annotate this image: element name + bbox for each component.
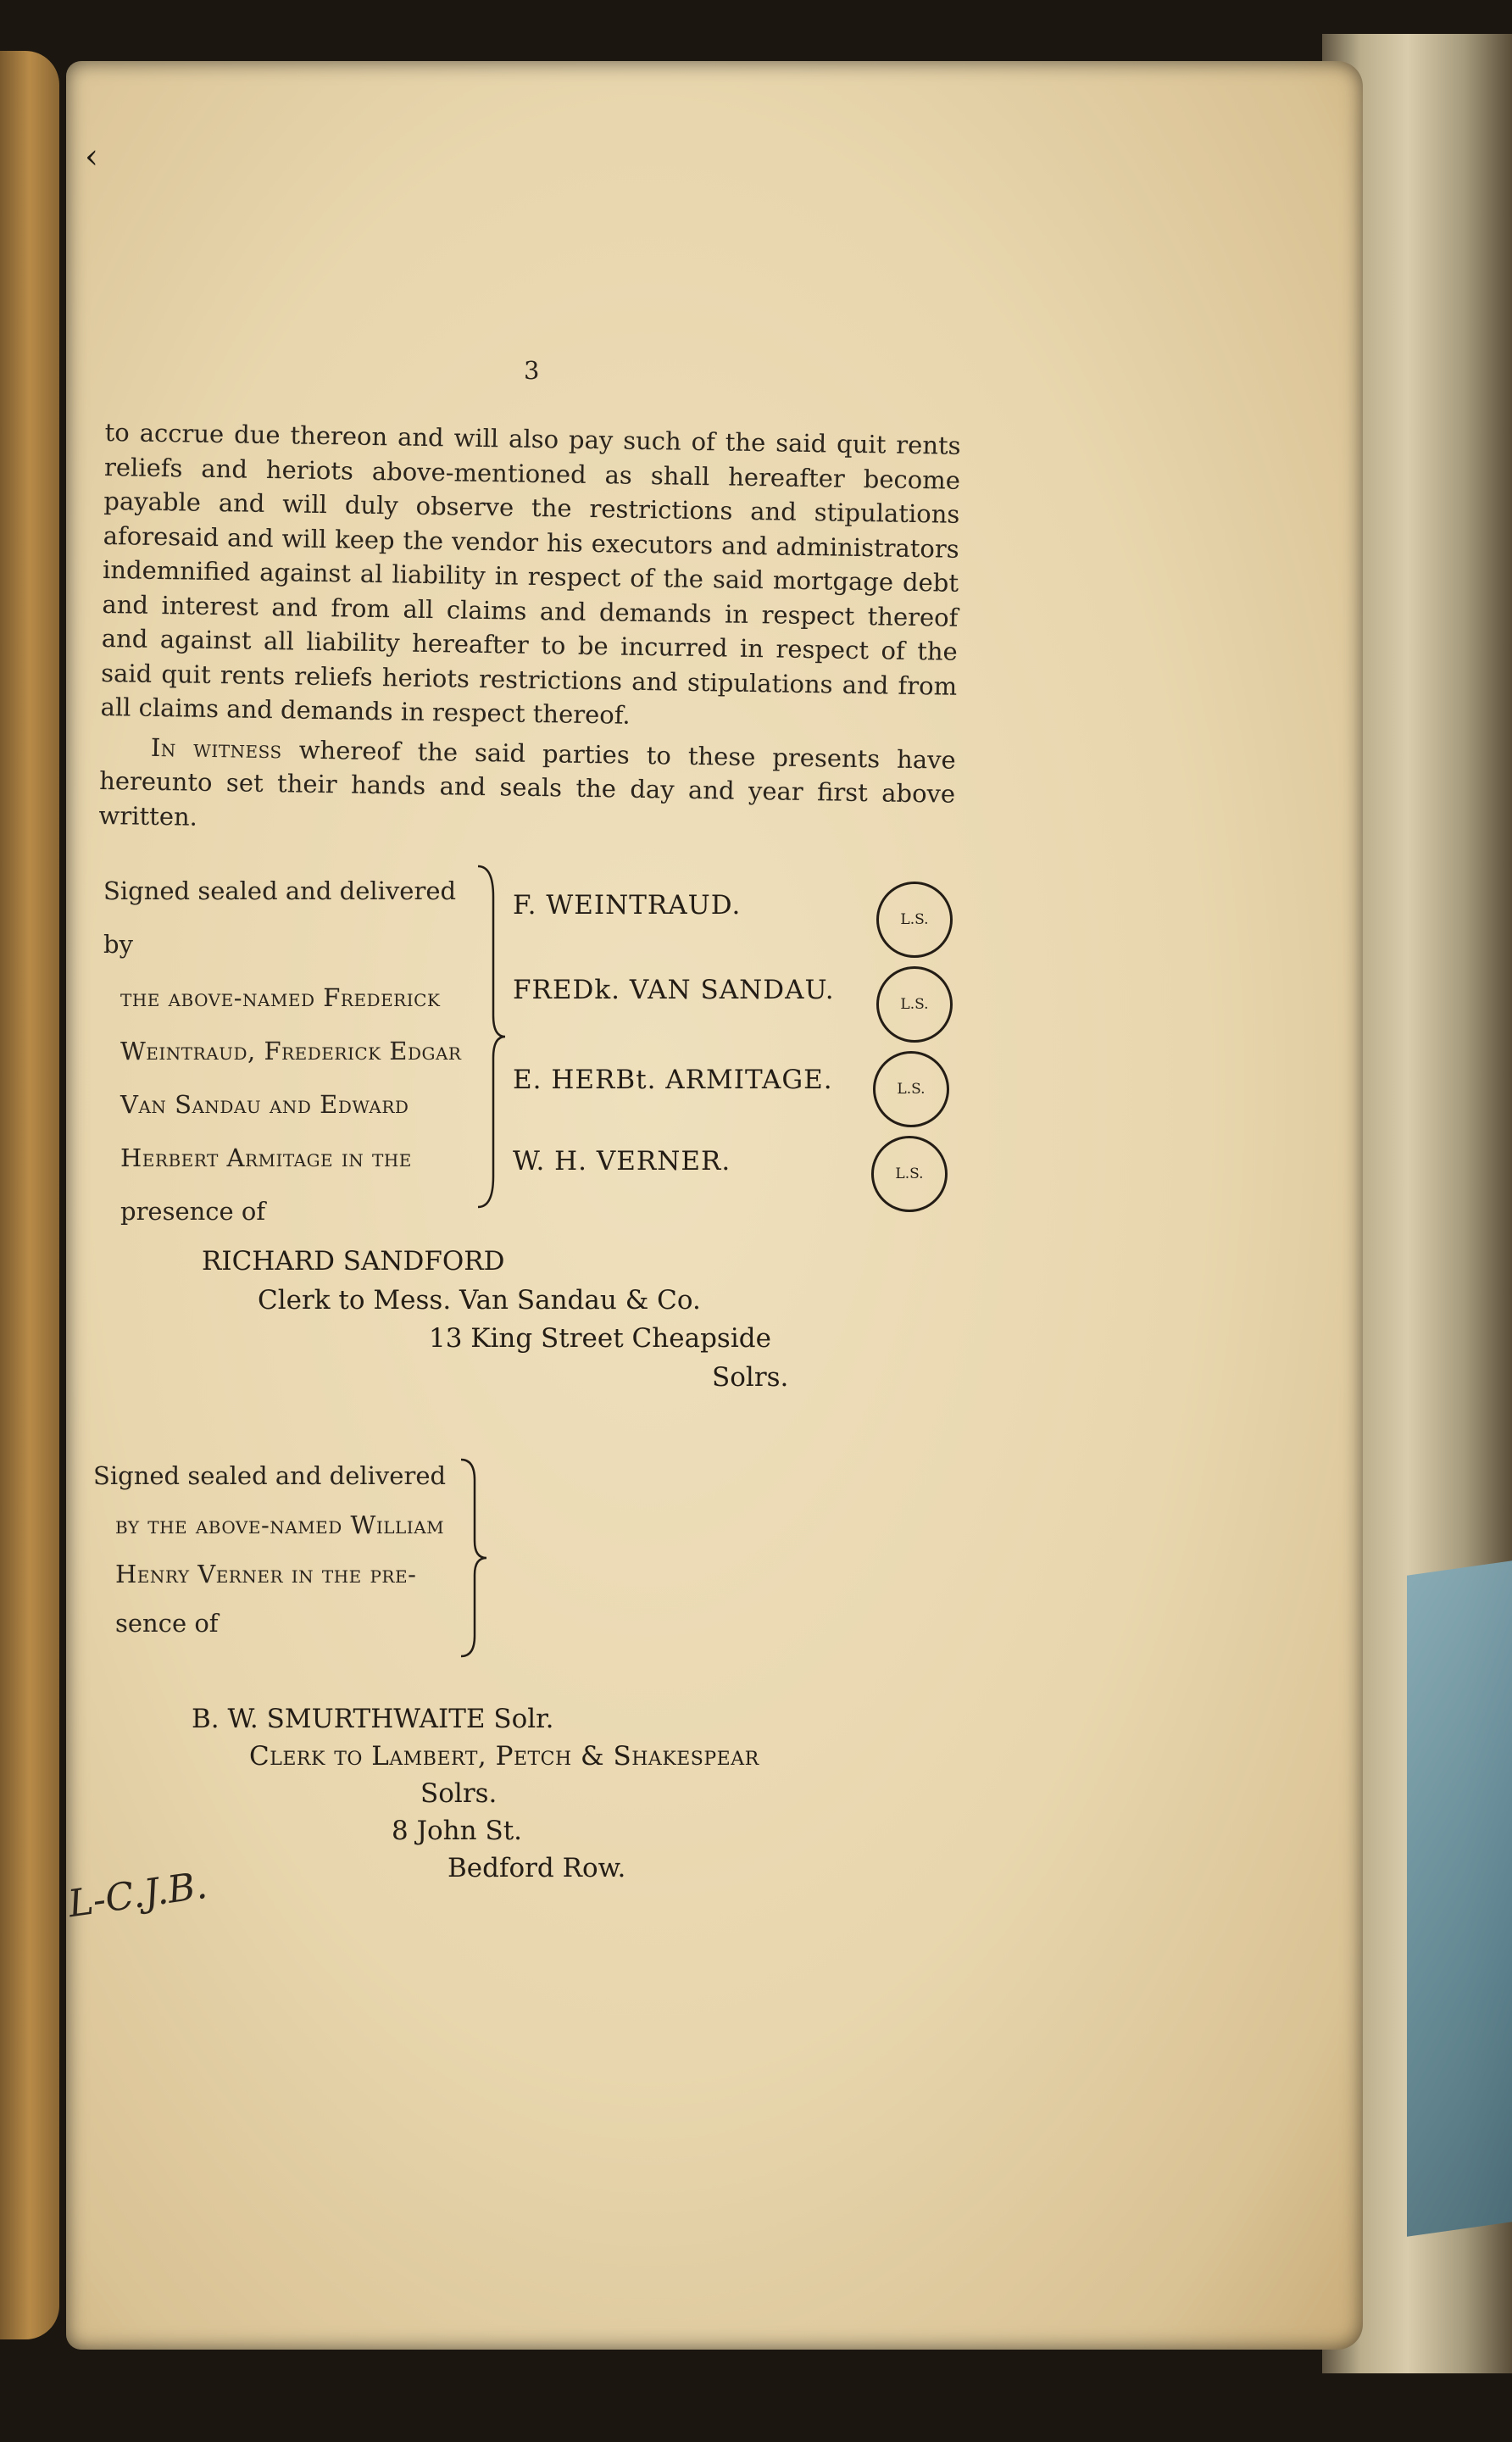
attestation-2-line-3: Henry Verner in the pre- <box>115 1560 417 1588</box>
seal-label: L.S. <box>895 1165 924 1182</box>
blue-paper-tab <box>1407 1560 1512 2236</box>
seal-circle <box>871 1136 948 1212</box>
signature-armitage: E. HERBt. ARMITAGE. <box>513 1065 833 1095</box>
body-text <box>98 415 961 846</box>
seal-label: L.S. <box>900 996 929 1013</box>
attestation-2-line-4: sence of <box>115 1609 219 1638</box>
brace-2 <box>458 1456 492 1660</box>
witness-2-street: 8 John St. <box>392 1816 523 1846</box>
page-number: 3 <box>524 356 540 385</box>
seal-circle <box>873 1051 949 1127</box>
witness-1-role: Clerk to Mess. Van Sandau & Co. <box>258 1285 701 1316</box>
witness-1-address: 13 King Street Cheapside <box>429 1323 771 1354</box>
handwritten-annotation: L-C.J.B. <box>65 1863 210 1927</box>
brace-1 <box>475 863 509 1210</box>
signature-weintraud: F. WEINTRAUD. <box>513 890 742 921</box>
witness-2-locality: Bedford Row. <box>447 1853 626 1883</box>
seal-label: L.S. <box>900 911 929 928</box>
witness-1-name: RICHARD SANDFORD <box>202 1246 505 1277</box>
seal-circle <box>876 966 953 1043</box>
testimonium-clause <box>98 729 956 845</box>
attestation-1-line-6: presence of <box>120 1197 266 1226</box>
attestation-1-line-1: Signed sealed and delivered by <box>103 876 457 959</box>
attestation-clause-2 <box>93 1451 466 1648</box>
attestation-1-line-2: the above-named Frederick <box>120 983 441 1012</box>
testimonium-rest: whereof the said parties to these presents have hereunto set their hands and seals the day and year first above written. <box>98 735 957 832</box>
witness-2-suffix: Solrs. <box>420 1778 498 1809</box>
main-paragraph: to accrue due thereon and will also pay such of the said quit rents reliefs and heriots above-mentioned as shall hereafter become payable and will duly observe the restrictions and stipulations aforesaid and will keep the vendor his executors and administrators indemnified against al liability in respect of the said mortgage debt and interest and from all claims and demands in respect thereof and against all liability hereafter to be incurred in respect of the said quit rents reliefs heriots restrictions and stipulations and from all claims and demands in respect thereof. <box>100 417 961 730</box>
attestation-2-line-1: Signed sealed and delivered <box>93 1461 447 1490</box>
attestation-clause-1 <box>103 865 476 1238</box>
attestation-1-line-4: Van Sandau and Edward <box>120 1090 409 1119</box>
seal-label: L.S. <box>897 1081 926 1098</box>
testimonium-lead: In witness <box>150 732 283 764</box>
attestation-1-line-5: Herbert Armitage in the <box>120 1143 412 1172</box>
witness-2-role: Clerk to Lambert, Petch & Shakespear <box>249 1741 759 1772</box>
signature-van-sandau: FREDk. VAN SANDAU. <box>513 975 835 1005</box>
seal-circle <box>876 882 953 958</box>
attestation-2-line-2: by the above-named William <box>115 1510 445 1539</box>
signature-verner: W. H. VERNER. <box>513 1146 731 1176</box>
left-page-edge <box>0 51 59 2339</box>
attestation-1-line-3: Weintraud, Frederick Edgar <box>120 1037 462 1065</box>
witness-1-suffix: Solrs. <box>712 1362 789 1393</box>
margin-mark: ‹ <box>85 137 98 176</box>
witness-2-name: B. W. SMURTHWAITE Solr. <box>192 1704 554 1734</box>
